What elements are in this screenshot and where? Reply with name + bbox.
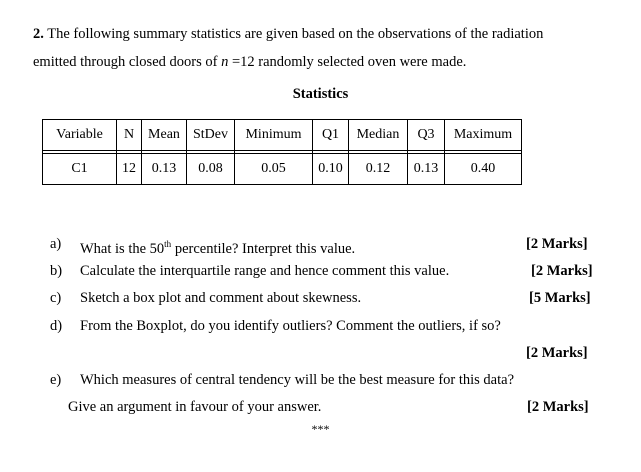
variable-n: n — [221, 54, 229, 70]
data-cell: C1 — [43, 154, 117, 185]
part-b-label: b) — [50, 263, 63, 279]
table-caption: Statistics — [292, 86, 349, 102]
header-cell: StDev — [187, 120, 235, 151]
part-a-text-post: percentile? Interpret this value. — [171, 240, 356, 257]
question-text-line-2b: =12 randomly selected oven were made. — [228, 54, 467, 70]
part-c-marks: [5 Marks] — [529, 290, 591, 306]
header-cell: Q1 — [313, 120, 349, 151]
part-b-marks: [2 Marks] — [531, 263, 593, 279]
part-d-label: d) — [50, 318, 63, 334]
part-a-marks: [2 Marks] — [526, 236, 588, 252]
part-d-marks: [2 Marks] — [526, 345, 588, 361]
data-cell: 0.08 — [187, 154, 235, 185]
data-cell: 0.05 — [235, 154, 313, 185]
data-cell: 0.13 — [142, 154, 187, 185]
statistics-table — [42, 119, 522, 185]
table-header-row — [43, 120, 522, 151]
end-mark: *** — [311, 422, 330, 436]
header-cell: Maximum — [445, 120, 522, 151]
table-row — [43, 154, 522, 185]
part-a-text — [80, 234, 355, 259]
part-a-sup: th — [164, 239, 172, 249]
part-e-label: e) — [50, 372, 62, 388]
header-cell: Q3 — [408, 120, 445, 151]
part-e-text: Which measures of central tendency will be the best measure for this data? — [80, 372, 515, 388]
part-c-text: Sketch a box plot and comment about skewness. — [80, 290, 362, 306]
data-cell: 12 — [117, 154, 142, 185]
data-cell: 0.40 — [445, 154, 522, 185]
part-d-text: From the Boxplot, do you identify outliers? Comment the outliers, if so? — [80, 318, 501, 334]
part-c-label: c) — [50, 290, 62, 306]
part-e-marks: [2 Marks] — [527, 399, 589, 415]
question-text-line-2a: emitted through closed doors of — [33, 54, 222, 70]
question-line-2 — [33, 48, 543, 76]
part-b-text: Calculate the interquartile range and hence comment this value. — [80, 263, 450, 279]
data-cell: 0.12 — [349, 154, 408, 185]
header-cell: Variable — [43, 120, 117, 151]
part-e-text-2: Give an argument in favour of your answer. — [68, 399, 322, 415]
question-text-line-1: The following summary statistics are given based on the observations of the radiation — [47, 26, 544, 42]
header-cell: Median — [349, 120, 408, 151]
header-cell: N — [117, 120, 142, 151]
question-line-1 — [33, 20, 543, 48]
question-number: 2. — [33, 26, 44, 42]
part-a-text-pre: What is the 50 — [80, 240, 165, 257]
data-cell: 0.10 — [313, 154, 349, 185]
data-cell: 0.13 — [408, 154, 445, 185]
question-intro — [33, 20, 543, 76]
header-cell: Mean — [142, 120, 187, 151]
part-a-label: a) — [50, 236, 62, 252]
header-cell: Minimum — [235, 120, 313, 151]
